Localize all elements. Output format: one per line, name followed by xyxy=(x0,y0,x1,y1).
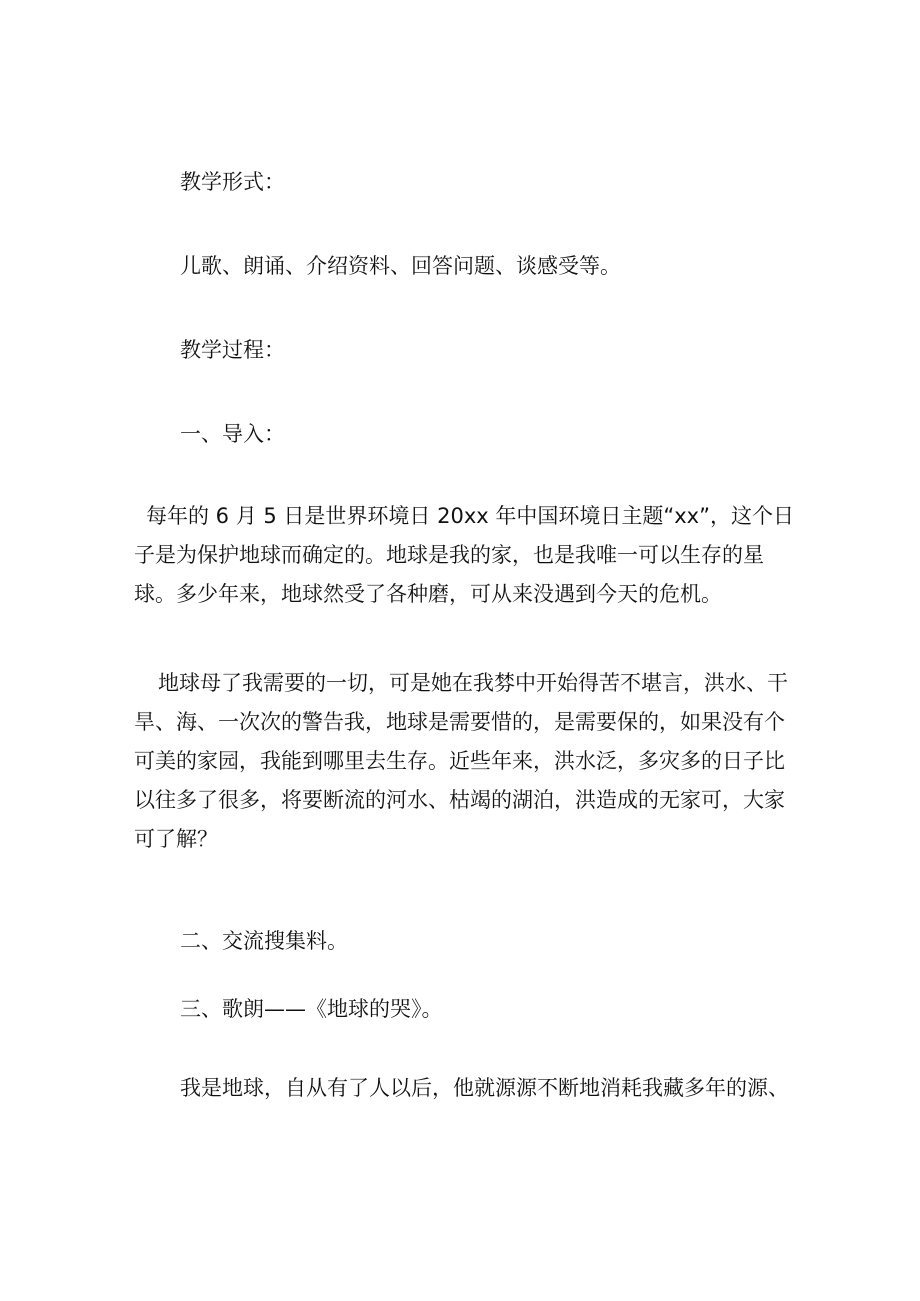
paragraph-earth-mother: 地球母了我需要的一切，可是她在我棼中开始得苦不堪言，洪水、干旱、海、一次次的警告我，地球是需要惜的，是需要保的，如果没有个可美的家园，我能到哪里去生存。近些年来，洪水泛，多灾多的日子比以往多了很多，将要断流的河水、枯竭的湖泊，洪造成的无家可，大家可了解？ xyxy=(134,671,788,851)
section-3-title: 三、歌朗——《地球的哭》。 xyxy=(180,997,443,1021)
section-1-title: 一、导入： xyxy=(180,422,285,446)
paragraph-intro: 每年的 6 月 5 日是世界环境日 20xx 年中国环境日主题“xx”，这个日子是为保护地球而确定的。地球是我的家，也是我唯一可以生存的星球。多少年来，地球然受了各种磨，可从来没遇到今天的危机。 xyxy=(134,504,794,606)
heading-teaching-process: 教学过程： xyxy=(180,338,285,362)
heading-teaching-form: 教学形式： xyxy=(180,170,285,194)
teaching-form-content: 儿歌、朗诵、介绍资料、回答问题、谈感受等。 xyxy=(180,254,621,278)
poem-line-1: 我是地球，自从有了人以后，他就源源不断地消耗我藏多年的源、 xyxy=(180,1076,789,1100)
section-2-title: 二、交流搜集料。 xyxy=(180,929,348,953)
